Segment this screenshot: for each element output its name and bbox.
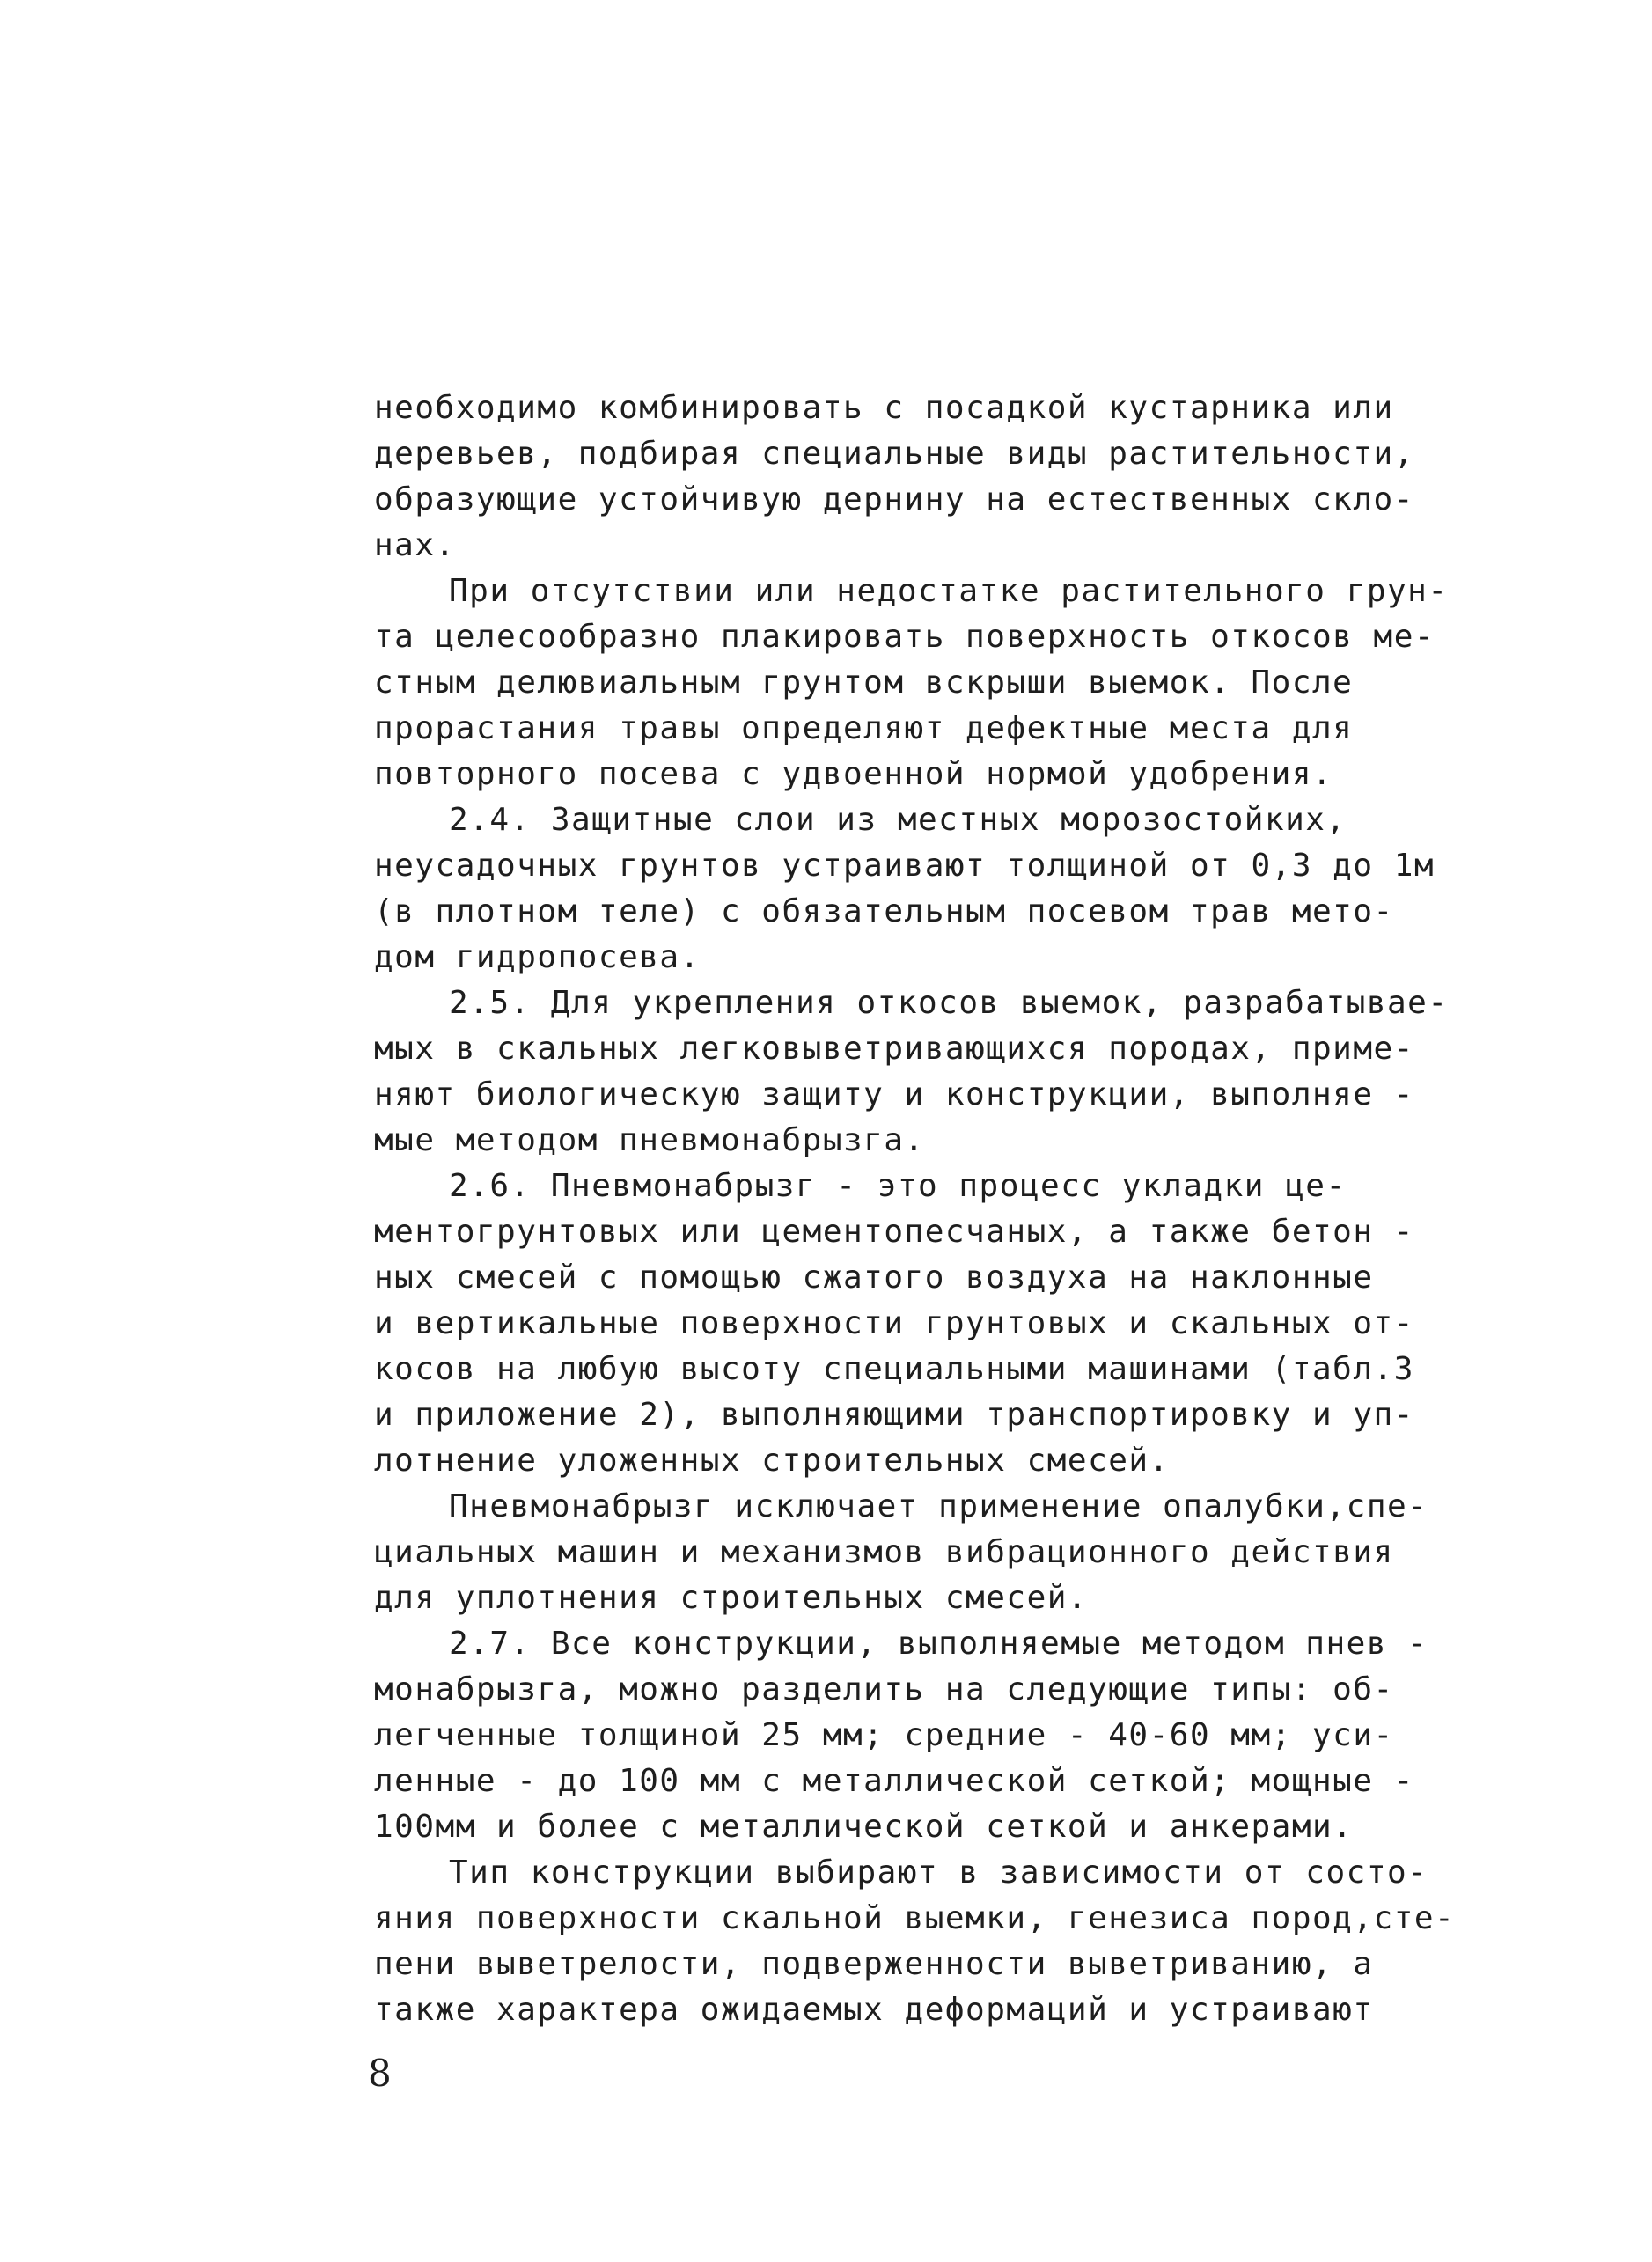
text-line: мых в скальных легковыветривающихся породах, приме- <box>374 1031 1414 1067</box>
text-line: 2.5. Для укрепления откосов выемок, разрабатывае- <box>449 985 1449 1021</box>
text-line: легченные толщиной 25 мм; средние - 40-60 мм; уси- <box>374 1717 1394 1753</box>
text-line: необходимо комбинировать с посадкой кустарника или <box>374 390 1394 426</box>
text-line: и вертикальные поверхности грунтовых и скальных от- <box>374 1305 1414 1341</box>
text-line: лотнение уложенных строительных смесей. <box>374 1443 1170 1479</box>
text-line: и приложение 2), выполняющими транспортировку и уп- <box>374 1397 1414 1433</box>
text-line: нах. <box>374 527 456 563</box>
text-line: для уплотнения строительных смесей. <box>374 1580 1089 1616</box>
text-line: 2.4. Защитные слои из местных морозостойких, <box>449 802 1347 838</box>
body-text <box>374 386 1518 2033</box>
text-line: дом гидропосева. <box>374 939 701 975</box>
text-line: неусадочных грунтов устраивают толщиной от 0,3 до 1м <box>374 848 1435 884</box>
text-line: пени выветрелости, подверженности выветриванию, а <box>374 1946 1374 1982</box>
text-line: яния поверхности скальной выемки, генезиса пород,сте- <box>374 1900 1456 1936</box>
text-line: ных смесей с помощью сжатого воздуха на наклонные <box>374 1260 1374 1296</box>
text-line: также характера ожидаемых деформаций и устраивают <box>374 1992 1374 2028</box>
text-line: образующие устойчивую дернину на естественных скло- <box>374 481 1414 518</box>
text-line: ментогрунтовых или цементопесчаных, а также бетон - <box>374 1214 1414 1250</box>
text-line: няют биологическую защиту и конструкции, выполняе - <box>374 1076 1414 1113</box>
text-line: монабрызга, можно разделить на следующие типы: об- <box>374 1671 1394 1708</box>
text-line: Тип конструкции выбирают в зависимости от состо- <box>449 1854 1428 1891</box>
text-line: 100мм и более с металлической сеткой и анкерами. <box>374 1809 1354 1845</box>
text-line: стным делювиальным грунтом вскрыши выемок. После <box>374 665 1354 701</box>
text-line: прорастания травы определяют дефектные места для <box>374 710 1354 746</box>
text-line: 2.6. Пневмонабрызг - это процесс укладки це- <box>449 1168 1347 1204</box>
page-number: 8 <box>368 2052 392 2095</box>
text-line: мые методом пневмонабрызга. <box>374 1122 925 1158</box>
text-line: Пневмонабрызг исключает применение опалубки,спе- <box>449 1488 1428 1524</box>
text-line: та целесообразно плакировать поверхность откосов ме- <box>374 619 1435 655</box>
text-line: (в плотном теле) с обязательным посевом трав мето- <box>374 893 1394 929</box>
text-line: При отсутствии или недостатке растительного грун- <box>449 573 1449 609</box>
text-line: повторного посева с удвоенной нормой удобрения. <box>374 756 1333 792</box>
text-line: ленные - до 100 мм с металлической сеткой; мощные - <box>374 1763 1414 1799</box>
text-line: деревьев, подбирая специальные виды растительности, <box>374 436 1414 472</box>
text-line: косов на любую высоту специальными машинами (табл.3 <box>374 1351 1414 1387</box>
text-line: 2.7. Все конструкции, выполняемые методом пнев - <box>449 1626 1428 1662</box>
text-line: циальных машин и механизмов вибрационного действия <box>374 1534 1394 1570</box>
